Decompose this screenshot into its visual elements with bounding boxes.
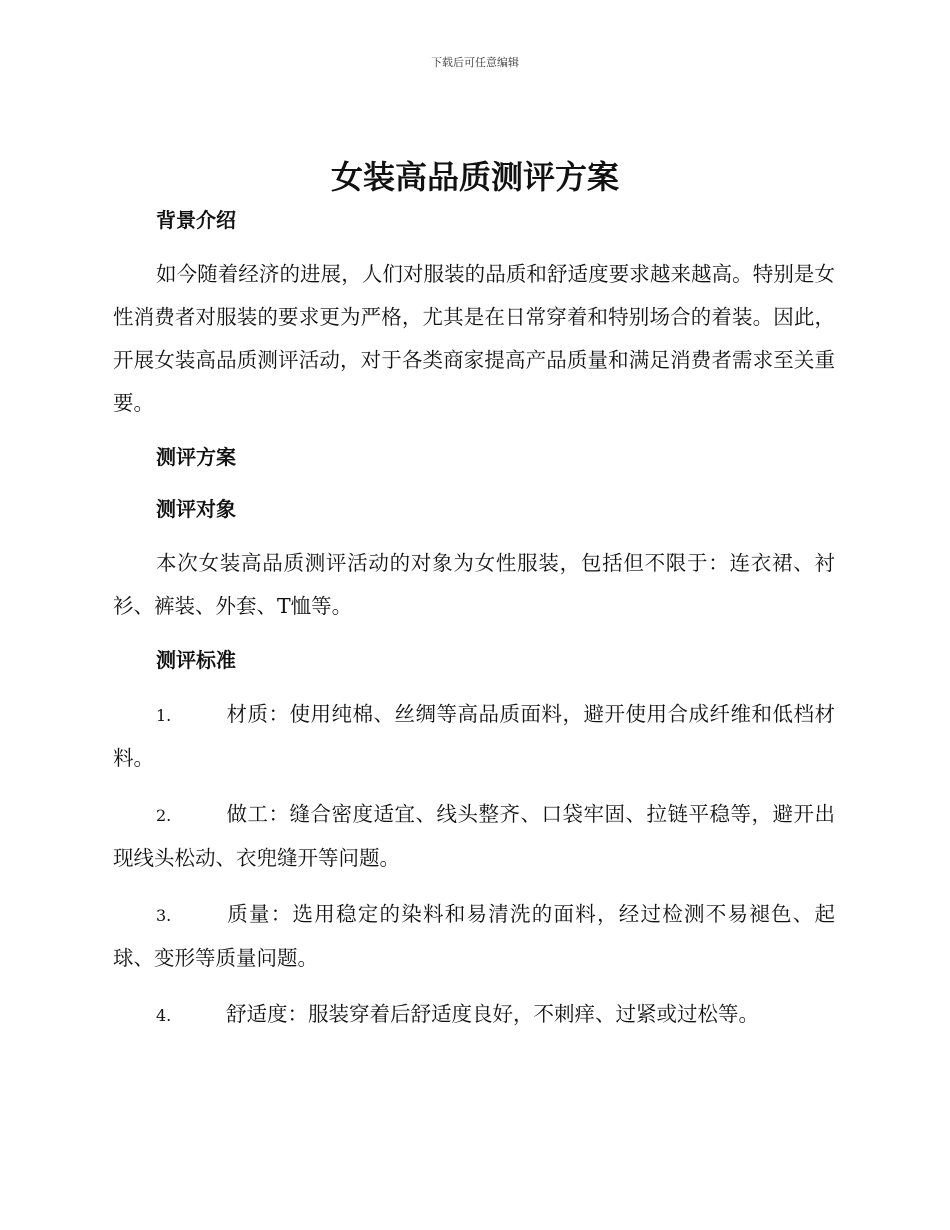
criteria-text: 做工：缝合密度适宜、线头整齐、口袋牢固、拉链平稳等，避开出现线头松动、衣兜缝开等问题。 <box>113 802 835 870</box>
background-heading: 背景介绍 <box>156 208 236 232</box>
background-paragraph: 如今随着经济的进展，人们对服装的品质和舒适度要求越来越高。特别是女性消费者对服装的要求更为严格，尤其是在日常穿着和特别场合的着装。因此，开展女装高品质测评活动，对于各类商家提高产品质量和满足消费者需求至关重要。 <box>113 262 835 415</box>
document-title: 女装高品质测评方案 <box>330 158 619 196</box>
criteria-item <box>113 993 835 1037</box>
list-number: 3. <box>156 906 172 925</box>
plan-heading: 测评方案 <box>156 445 236 469</box>
criteria-item <box>113 893 835 980</box>
criteria-text: 材质：使用纯棉、丝绸等高品质面料，避开使用合成纤维和低档材料。 <box>113 702 835 770</box>
list-number: 1. <box>156 706 172 725</box>
list-number: 2. <box>156 806 172 825</box>
list-number: 4. <box>156 1006 172 1025</box>
criteria-text: 质量：选用稳定的染料和易清洗的面料，经过检测不易褪色、起球、变形等质量问题。 <box>113 902 835 970</box>
criteria-item <box>113 693 835 780</box>
criteria-item <box>113 793 835 880</box>
criteria-heading: 测评标准 <box>156 648 236 672</box>
target-paragraph: 本次女装高品质测评活动的对象为女性服装，包括但不限于：连衣裙、衬衫、裤装、外套、T恤等。 <box>113 551 835 618</box>
target-heading: 测评对象 <box>156 497 236 521</box>
criteria-text: 舒适度：服装穿着后舒适度良好，不刺痒、过紧或过松等。 <box>226 1002 759 1026</box>
page-header: 下载后可任意编辑 <box>431 56 519 69</box>
document-body <box>113 200 835 1037</box>
